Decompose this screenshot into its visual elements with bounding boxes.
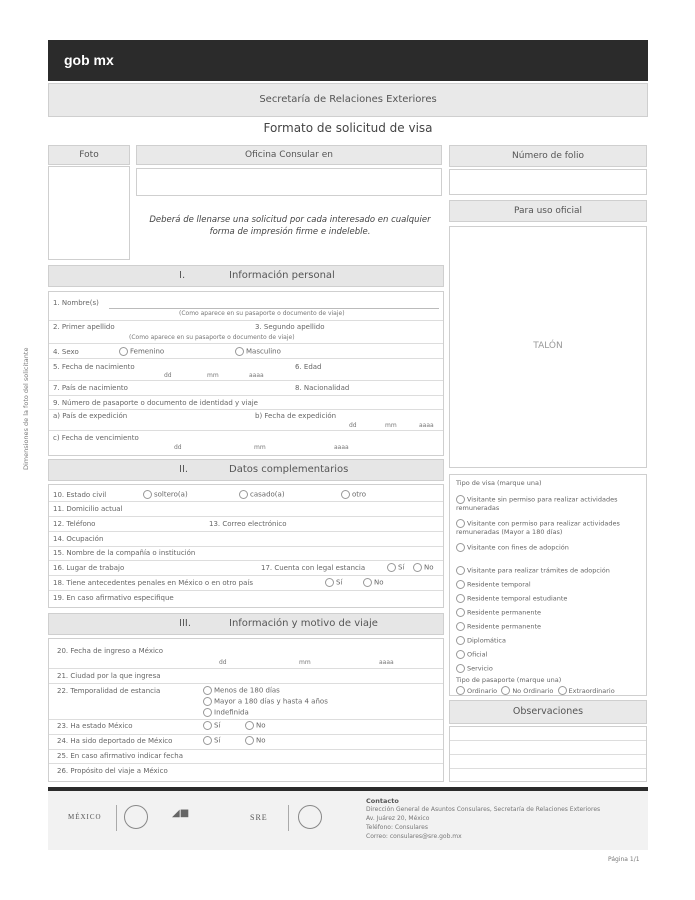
expiry-date-dd: dd xyxy=(174,444,182,451)
stay-option-long[interactable] xyxy=(203,697,328,706)
radio-criminal-no[interactable] xyxy=(363,578,372,587)
birthdate-mm: mm xyxy=(207,372,219,379)
visa-option-5-label: Residente temporal xyxy=(467,580,531,589)
issue-date-mm: mm xyxy=(385,422,397,429)
legal-stay-yes-label: Sí xyxy=(398,563,405,572)
radio-other[interactable] xyxy=(341,490,350,499)
talon-label: TALÓN xyxy=(533,341,563,351)
section1-title: Información personal xyxy=(229,270,335,281)
occupation-label: 14. Ocupación xyxy=(53,535,104,543)
stay-indefinite-label: Indefinida xyxy=(214,708,249,717)
stay-short-label: Menos de 180 días xyxy=(214,686,280,695)
side-note: Dimensiones de la foto del solicitante xyxy=(22,347,30,470)
birthdate-label: 5. Fecha de nacimiento xyxy=(53,363,135,371)
email-label: 13. Correo electrónico xyxy=(209,520,287,528)
visa-option-11-label: Servicio xyxy=(467,664,493,673)
deported-yes-label: Sí xyxy=(214,736,221,745)
deported-no-label: No xyxy=(256,736,266,745)
nationality-label: 8. Nacionalidad xyxy=(295,384,350,392)
official-use-box xyxy=(449,226,647,468)
radio-legal-no[interactable] xyxy=(413,563,422,572)
radio-visa-2[interactable] xyxy=(456,519,465,528)
civil-single-option[interactable] xyxy=(143,490,188,499)
section3-number: III. xyxy=(179,618,192,629)
visa-type-label: Tipo de visa (marque una) xyxy=(456,479,542,487)
radio-visa-10[interactable] xyxy=(456,650,465,659)
criminal-no-option[interactable] xyxy=(363,578,384,587)
name-label: 1. Nombre(s) xyxy=(53,299,99,307)
visa-option-2[interactable] xyxy=(456,519,642,536)
ministry-name: Secretaría de Relaciones Exteriores xyxy=(259,94,437,105)
coat-of-arms-icon xyxy=(124,805,148,829)
radio-visa-5[interactable] xyxy=(456,580,465,589)
radio-visa-9[interactable] xyxy=(456,636,465,645)
ministry-bar xyxy=(48,83,648,117)
surname-hint: (Como aparece en su pasaporte o documento de viaje) xyxy=(129,334,295,341)
radio-passport-ordinary[interactable] xyxy=(456,686,465,695)
issue-date-label: b) Fecha de expedición xyxy=(255,412,337,420)
birth-country-label: 7. País de nacimiento xyxy=(53,384,128,392)
sre-seal-icon xyxy=(298,805,322,829)
section1-number: I. xyxy=(179,270,186,281)
civil-married-option[interactable] xyxy=(239,490,285,499)
been-mexico-yes-option[interactable] xyxy=(203,721,220,730)
expiry-date-mm: mm xyxy=(254,444,266,451)
radio-married[interactable] xyxy=(239,490,248,499)
visa-option-5[interactable] xyxy=(456,580,531,589)
legal-stay-yes-option[interactable] xyxy=(387,563,404,572)
folio-field[interactable] xyxy=(449,169,647,195)
entry-city-label: 21. Ciudad por la que ingresa xyxy=(57,672,161,680)
section3-header xyxy=(48,613,444,635)
section2-number: II. xyxy=(179,464,189,475)
second-surname-label: 3. Segundo apellido xyxy=(255,323,325,331)
civil-other-label: otro xyxy=(352,490,367,499)
visa-option-10[interactable] xyxy=(456,650,487,659)
contact-title: Contacto xyxy=(366,797,399,805)
observations-label: Observaciones xyxy=(449,700,647,724)
visa-option-1[interactable] xyxy=(456,495,642,512)
folio-label: Número de folio xyxy=(449,145,647,167)
visa-option-6[interactable] xyxy=(456,594,567,603)
deport-date-label: 25. En caso afirmativo indicar fecha xyxy=(57,752,183,760)
form-title: Formato de solicitud de visa xyxy=(263,121,433,135)
civil-single-label: soltero(a) xyxy=(154,490,188,499)
been-mexico-label: 23. Ha estado México xyxy=(57,722,133,730)
criminal-specify-label: 19. En caso afirmativo especifique xyxy=(53,594,174,602)
visa-type-box xyxy=(449,474,647,696)
passport-type-options xyxy=(456,686,615,695)
section1-body xyxy=(48,291,444,456)
birthdate-yyyy: aaaa xyxy=(249,372,264,379)
visa-option-9[interactable] xyxy=(456,636,506,645)
sex-male-option[interactable] xyxy=(235,347,281,356)
legal-stay-label: 17. Cuenta con legal estancia xyxy=(261,564,366,572)
phone-label: 12. Teléfono xyxy=(53,520,96,528)
visa-option-11[interactable] xyxy=(456,664,493,673)
entry-date-yyyy: aaaa xyxy=(379,659,394,666)
criminal-record-label: 18. Tiene antecedentes penales en México o en otro país xyxy=(53,579,253,587)
section3-body xyxy=(48,638,444,782)
passport-extraordinary-label: Extraordinario xyxy=(568,686,615,695)
visa-option-10-label: Oficial xyxy=(467,650,488,659)
visa-option-1-label: Visitante sin permiso para realizar actividades remuneradas xyxy=(456,495,618,512)
legal-stay-no-option[interactable] xyxy=(413,563,434,572)
logo-divider-1 xyxy=(116,805,117,831)
government-logo-icon: ◢■ xyxy=(172,808,190,819)
section1-header xyxy=(48,265,444,287)
instruction-text: Deberá de llenarse una solicitud por cada interesado en cualquier forma de impresión firme e indeleble. xyxy=(149,215,431,237)
visa-option-8-label: Residente permanente xyxy=(467,622,542,631)
photo-label: Foto xyxy=(48,145,130,165)
visa-option-8[interactable] xyxy=(456,622,541,631)
brand-logo: gob mx xyxy=(64,52,114,68)
sex-female-option[interactable] xyxy=(119,347,164,356)
passport-number-label: 9. Número de pasaporte o documento de identidad y viaje xyxy=(53,399,258,407)
visa-option-4[interactable] xyxy=(456,566,610,575)
birthdate-dd: dd xyxy=(164,372,172,379)
consular-office-field[interactable] xyxy=(136,168,442,196)
passport-ordinary-option[interactable] xyxy=(456,687,497,695)
sex-female-label: Femenino xyxy=(130,347,165,356)
official-use-label: Para uso oficial xyxy=(449,200,647,222)
visa-option-2-label: Visitante con permiso para realizar actividades remuneradas (Mayor a 180 días) xyxy=(456,519,620,536)
issue-date-yyyy: aaaa xyxy=(419,422,434,429)
visa-option-6-label: Residente temporal estudiante xyxy=(467,594,568,603)
name-field[interactable] xyxy=(109,308,439,309)
radio-legal-yes[interactable] xyxy=(387,563,396,572)
visa-option-7[interactable] xyxy=(456,608,541,617)
travel-purpose-label: 26. Propósito del viaje a México xyxy=(57,767,168,775)
passport-nonordinary-label: No Ordinario xyxy=(512,686,554,695)
radio-passport-nonordinary[interactable] xyxy=(501,686,510,695)
been-mexico-yes-label: Sí xyxy=(214,721,221,730)
passport-nonordinary-option[interactable] xyxy=(501,687,553,695)
radio-deported-yes[interactable] xyxy=(203,736,212,745)
civil-married-label: casado(a) xyxy=(250,490,285,499)
civil-status-label: 10. Estado civil xyxy=(53,491,107,499)
contact-line-1: Dirección General de Asuntos Consulares, Secretaría de Relaciones Exteriores xyxy=(366,806,601,813)
deported-yes-option[interactable] xyxy=(203,736,220,745)
radio-visa-6[interactable] xyxy=(456,594,465,603)
expiry-date-yyyy: aaaa xyxy=(334,444,349,451)
passport-type-label: Tipo de pasaporte (marque una) xyxy=(456,676,562,684)
visa-option-9-label: Diplomática xyxy=(467,636,506,645)
address-label: 11. Domicilio actual xyxy=(53,505,123,513)
radio-visa-8[interactable] xyxy=(456,622,465,631)
radio-been-no[interactable] xyxy=(245,721,254,730)
radio-female[interactable] xyxy=(119,347,128,356)
stay-duration-label: 22. Temporalidad de estancia xyxy=(57,687,161,695)
company-label: 15. Nombre de la compañía o institución xyxy=(53,549,196,557)
criminal-no-label: No xyxy=(374,578,384,587)
photo-box[interactable] xyxy=(48,166,130,260)
radio-male[interactable] xyxy=(235,347,244,356)
contact-line-2: Av. Juárez 20, México xyxy=(366,815,430,822)
radio-stay-long[interactable] xyxy=(203,697,212,706)
radio-visa-1[interactable] xyxy=(456,495,465,504)
visa-option-4-label: Visitante para realizar trámites de adopción xyxy=(467,566,610,575)
section3-title: Información y motivo de viaje xyxy=(229,618,378,629)
radio-criminal-yes[interactable] xyxy=(325,578,334,587)
section2-header xyxy=(48,459,444,481)
radio-stay-short[interactable] xyxy=(203,686,212,695)
expiry-date-label: c) Fecha de vencimiento xyxy=(53,434,139,442)
issue-country-label: a) País de expedición xyxy=(53,412,128,420)
sex-male-label: Masculino xyxy=(246,347,281,356)
deported-no-option[interactable] xyxy=(245,736,266,745)
entry-date-dd: dd xyxy=(219,659,227,666)
sex-label: 4. Sexo xyxy=(53,348,79,356)
contact-line-3: Teléfono: Consulares xyxy=(366,824,428,831)
footer xyxy=(48,787,648,850)
radio-visa-4[interactable] xyxy=(456,566,465,575)
stay-option-indefinite[interactable] xyxy=(203,708,249,717)
issue-date-dd: dd xyxy=(349,422,357,429)
entry-date-label: 20. Fecha de ingreso a México xyxy=(57,647,164,655)
passport-ordinary-label: Ordinario xyxy=(467,686,498,695)
entry-date-mm: mm xyxy=(299,659,311,666)
radio-deported-no[interactable] xyxy=(245,736,254,745)
visa-option-3[interactable] xyxy=(456,543,569,552)
page-number: Página 1/1 xyxy=(608,856,640,863)
visa-option-7-label: Residente permanente xyxy=(467,608,542,617)
section2-body xyxy=(48,484,444,608)
been-mexico-no-option[interactable] xyxy=(245,721,266,730)
age-label: 6. Edad xyxy=(295,363,322,371)
criminal-yes-label: Sí xyxy=(336,578,343,587)
been-mexico-no-label: No xyxy=(256,721,266,730)
visa-option-3-label: Visitante con fines de adopción xyxy=(467,543,569,552)
first-surname-label: 2. Primer apellido xyxy=(53,323,115,331)
civil-other-option[interactable] xyxy=(341,490,366,499)
criminal-yes-option[interactable] xyxy=(325,578,342,587)
radio-visa-3[interactable] xyxy=(456,543,465,552)
section2-title: Datos complementarios xyxy=(229,464,349,475)
radio-passport-extraordinary[interactable] xyxy=(558,686,567,695)
contact-line-4: Correo: consulares@sre.gob.mx xyxy=(366,833,462,840)
stay-long-label: Mayor a 180 días y hasta 4 años xyxy=(214,697,328,706)
radio-single[interactable] xyxy=(143,490,152,499)
stay-option-short[interactable] xyxy=(203,686,280,695)
name-hint: (Como aparece en su pasaporte o documento de viaje) xyxy=(179,310,345,317)
logo-divider-2 xyxy=(288,805,289,831)
radio-been-yes[interactable] xyxy=(203,721,212,730)
sre-logo-text: SRE xyxy=(250,813,268,822)
gob-header xyxy=(48,40,648,81)
radio-visa-11[interactable] xyxy=(456,664,465,673)
radio-stay-indefinite[interactable] xyxy=(203,708,212,717)
radio-visa-7[interactable] xyxy=(456,608,465,617)
passport-extraordinary-option[interactable] xyxy=(558,687,615,695)
deported-label: 24. Ha sido deportado de México xyxy=(57,737,173,745)
mexico-logo-text: MÉXICO xyxy=(68,813,102,821)
workplace-label: 16. Lugar de trabajo xyxy=(53,564,125,572)
legal-stay-no-label: No xyxy=(424,563,434,572)
consular-office-label: Oficina Consular en xyxy=(136,145,442,165)
observations-field[interactable] xyxy=(449,726,647,782)
